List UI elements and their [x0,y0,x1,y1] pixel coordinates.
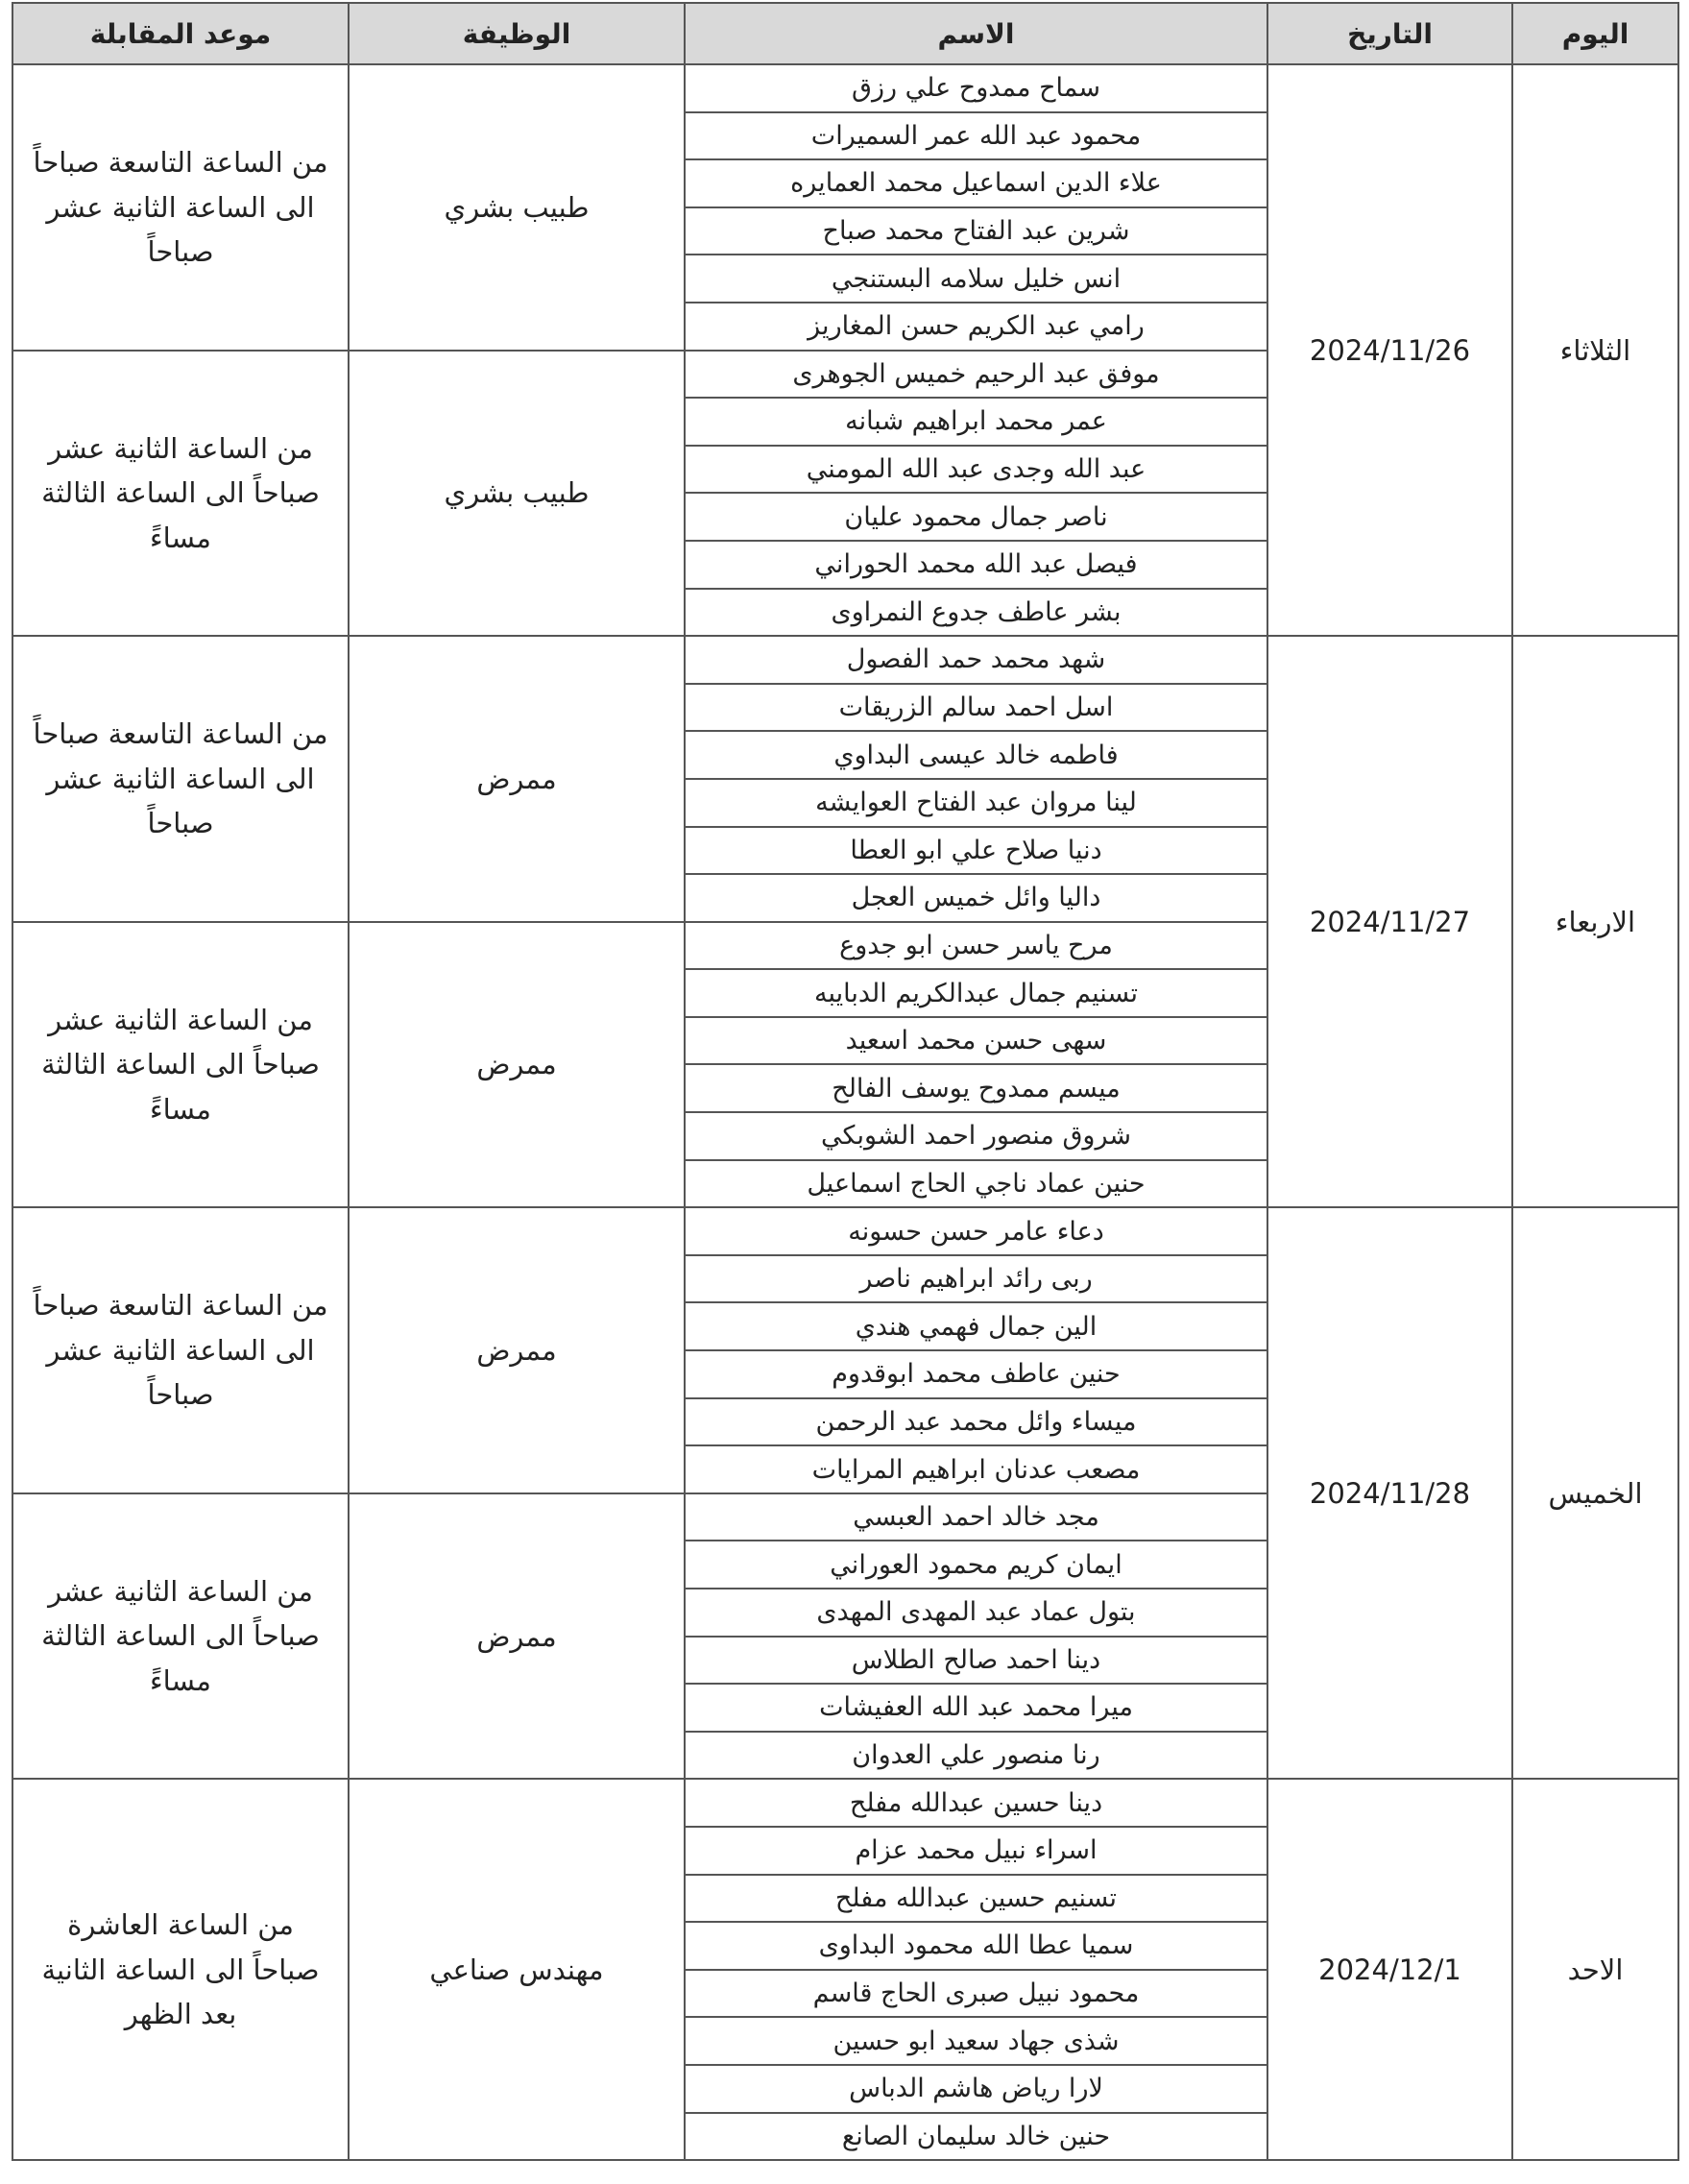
name-cell: تسنيم حسين عبدالله مفلح [685,1875,1267,1923]
name-cell: دنيا صلاح علي ابو العطا [685,827,1267,875]
header-day: اليوم [1512,3,1678,64]
name-cell: لينا مروان عبد الفتاح العوايشه [685,779,1267,827]
time-cell: من الساعة الثانية عشر صباحاً الى الساعة الثالثة مساءً [12,1493,349,1780]
name-cell: حنين عاطف محمد ابوقدوم [685,1350,1267,1398]
time-cell: من الساعة الثانية عشر صباحاً الى الساعة الثالثة مساءً [12,351,349,637]
job-cell: طبيب بشري [349,64,685,351]
name-cell: اسراء نبيل محمد عزام [685,1827,1267,1875]
name-cell: علاء الدين اسماعيل محمد العمايره [685,159,1267,207]
name-cell: بتول عماد عبد المهدى المهدى [685,1589,1267,1637]
name-cell: سماح ممدوح علي رزق [685,64,1267,112]
job-cell: طبيب بشري [349,351,685,637]
name-cell: محمود عبد الله عمر السميرات [685,112,1267,160]
time-cell: من الساعة التاسعة صباحاً الى الساعة الثانية عشر صباحاً [12,636,349,922]
day-cell: الثلاثاء [1512,64,1678,636]
name-cell: ناصر جمال محمود عليان [685,493,1267,541]
date-cell: 2024/11/27 [1267,636,1512,1207]
schedule-body [12,64,1678,2160]
name-cell: لارا رياض هاشم الدباس [685,2065,1267,2113]
day-cell: الاربعاء [1512,636,1678,1207]
time-cell: من الساعة التاسعة صباحاً الى الساعة الثانية عشر صباحاً [12,1207,349,1493]
name-cell: شروق منصور احمد الشوبكي [685,1112,1267,1160]
table-row [12,1779,1678,1827]
header-time: موعد المقابلة [12,3,349,64]
table-row [12,636,1678,684]
time-cell: من الساعة الثانية عشر صباحاً الى الساعة الثالثة مساءً [12,922,349,1208]
header-job: الوظيفة [349,3,685,64]
time-cell: من الساعة التاسعة صباحاً الى الساعة الثانية عشر صباحاً [12,64,349,351]
name-cell: سميا عطا الله محمود البداوى [685,1922,1267,1970]
name-cell: عمر محمد ابراهيم شبانه [685,398,1267,446]
job-cell: ممرض [349,922,685,1208]
name-cell: دينا احمد صالح الطلاس [685,1637,1267,1685]
name-cell: مصعب عدنان ابراهيم المرايات [685,1445,1267,1493]
table-row [12,64,1678,112]
name-cell: ميسم ممدوح يوسف الفالح [685,1064,1267,1112]
name-cell: ميرا محمد عبد الله العفيشات [685,1684,1267,1732]
day-cell: الخميس [1512,1207,1678,1779]
header-row [12,3,1678,64]
job-cell: مهندس صناعي [349,1779,685,2160]
time-cell: من الساعة العاشرة صباحاً الى الساعة الثانية بعد الظهر [12,1779,349,2160]
name-cell: تسنيم جمال عبدالكريم الدبايبه [685,969,1267,1017]
name-cell: حنين عماد ناجي الحاج اسماعيل [685,1160,1267,1208]
table-row [12,1207,1678,1255]
name-cell: سهى حسن محمد اسعيد [685,1017,1267,1065]
name-cell: مجد خالد احمد العبسي [685,1493,1267,1541]
job-cell: ممرض [349,1493,685,1780]
name-cell: شذى جهاد سعيد ابو حسين [685,2017,1267,2065]
job-cell: ممرض [349,636,685,922]
name-cell: دعاء عامر حسن حسونه [685,1207,1267,1255]
name-cell: بشر عاطف جدوع النمراوى [685,589,1267,637]
name-cell: داليا وائل خميس العجل [685,874,1267,922]
day-cell: الاحد [1512,1779,1678,2160]
header-name: الاسم [685,3,1267,64]
name-cell: ميساء وائل محمد عبد الرحمن [685,1398,1267,1446]
name-cell: الين جمال فهمي هندي [685,1302,1267,1350]
date-cell: 2024/12/1 [1267,1779,1512,2160]
name-cell: حنين خالد سليمان الصانع [685,2113,1267,2161]
interview-schedule-table [12,2,1679,2161]
name-cell: عبد الله وجدى عبد الله المومني [685,446,1267,494]
name-cell: موفق عبد الرحيم خميس الجوهرى [685,351,1267,399]
name-cell: ربى رائد ابراهيم ناصر [685,1255,1267,1303]
job-cell: ممرض [349,1207,685,1493]
header-date: التاريخ [1267,3,1512,64]
name-cell: ايمان كريم محمود العوراني [685,1541,1267,1589]
name-cell: شرين عبد الفتاح محمد صباح [685,207,1267,255]
date-cell: 2024/11/28 [1267,1207,1512,1779]
name-cell: محمود نبيل صبرى الحاج قاسم [685,1970,1267,2018]
name-cell: مرح ياسر حسن ابو جدوع [685,922,1267,970]
name-cell: رنا منصور علي العدوان [685,1732,1267,1780]
name-cell: فاطمه خالد عيسى البداوي [685,731,1267,779]
name-cell: دينا حسين عبدالله مفلح [685,1779,1267,1827]
name-cell: فيصل عبد الله محمد الحوراني [685,541,1267,589]
name-cell: شهد محمد حمد الفصول [685,636,1267,684]
date-cell: 2024/11/26 [1267,64,1512,636]
name-cell: رامي عبد الكريم حسن المغاريز [685,303,1267,351]
name-cell: انس خليل سلامه البستنجي [685,255,1267,303]
name-cell: اسل احمد سالم الزريقات [685,684,1267,732]
